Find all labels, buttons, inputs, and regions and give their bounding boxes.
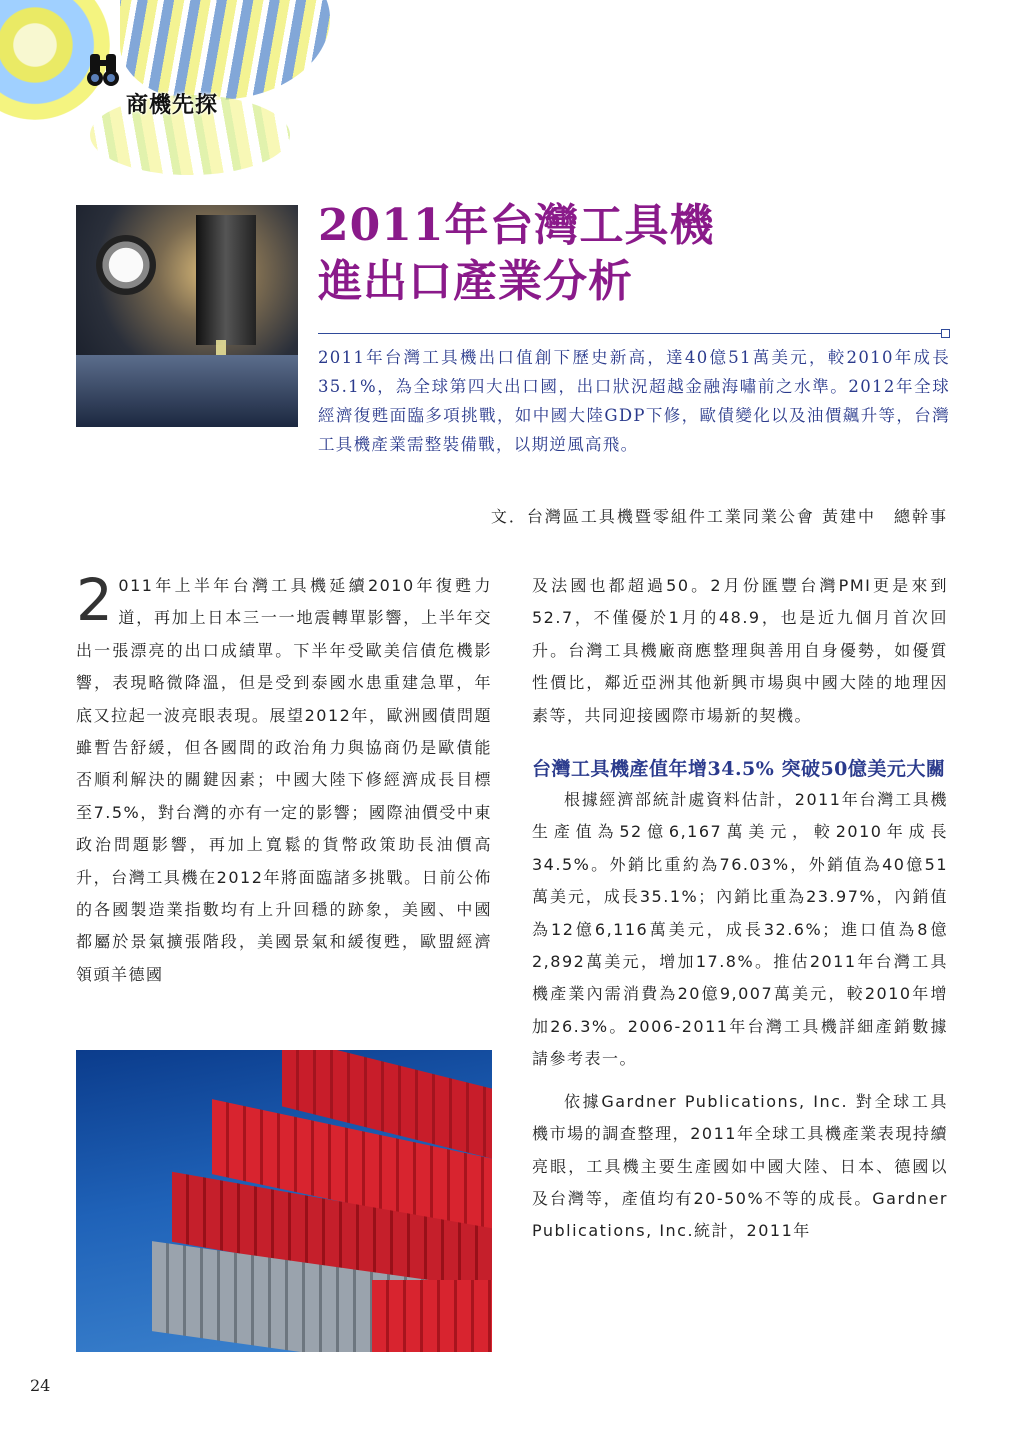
byline: 文．台灣區工具機暨零組件工業同業公會 黃建中 總幹事: [490, 507, 948, 526]
column-left: [76, 566, 492, 991]
body-paragraph: 根據經濟部統計處資料估計，2011年台灣工具機生產值為52億6,167萬美元，較2010年成長34.5%。外銷比重約為76.03%，外銷值為40億51萬美元，成長35.1%；內銷比重為23.97%，內銷值為12億6,116萬美元，成長32.6%；進口值為8億2,892萬美元，增加17.8%。推估2011年台灣工具機產業內需消費為20億9,007萬美元，較2010年增加26.3%。2006-2011年台灣工具機詳細產銷數據請參考表一。: [532, 790, 948, 1069]
title-divider: [318, 333, 942, 334]
section-subheading: 台灣工具機產值年增34.5% 突破50億美元大關: [532, 758, 946, 781]
shipping-containers-photo: [76, 1050, 492, 1352]
section-label: 商機先探: [126, 92, 219, 118]
microscope-photo: [76, 205, 298, 427]
header-banner: [0, 0, 330, 185]
body-paragraph: 及法國也都超過50。2月份匯豐台灣PMI更是來到52.7，不僅優於1月的48.9，也是近九個月首次回升。台灣工具機廠商應整理與善用自身優勢，如優質性價比，鄰近亞洲其他新興市場與中國大陸的地理因素等，共同迎接國際市場新的契機。: [532, 576, 948, 725]
article-title: [318, 198, 714, 310]
binoculars-icon: [84, 50, 124, 90]
page-number: 24: [30, 1376, 51, 1395]
paragraph-text: 011年上半年台灣工具機延續2010年復甦力道，再加上日本三一一地震轉單影響，上半年交出一張漂亮的出口成績單。下半年受歐美信債危機影響，表現略微降溫，但是受到泰國水患重建急單，年底又拉起一波亮眼表現。展望2012年，歐洲國債問題雖暫告舒緩，但各國間的政治角力與協商仍是歐債能否順利解決的關鍵因素；中國大陸下修經濟成長目標至7.5%，對台灣的亦有一定的影響；國際油價受中東政治問題影響，再加上寬鬆的貨幣政策助長油價高升，台灣工具機在2012年將面臨諸多挑戰。日前公佈的各國製造業指數均有上升回穩的跡象，美國、中國都屬於景氣擴張階段，美國景氣和緩復甦，歐盟經濟領頭羊德國: [76, 576, 492, 984]
gear-graphic: [120, 0, 330, 100]
title-line-2: 進出口產業分析: [318, 256, 633, 307]
body-paragraph: 依據Gardner Publications, Inc. 對全球工具機市場的調查整理，2011年全球工具機產業表現持續亮眼，工具機主要生產國如中國大陸、日本、德國以及台灣等，產值均有20-50%不等的成長。Gardner Publications, Inc.統計，2011年: [532, 1091, 948, 1241]
drop-cap: 2: [76, 566, 115, 634]
title-line-1: 2011年台灣工具機: [318, 200, 715, 251]
body-paragraph: [76, 566, 492, 991]
divider-end-marker: [941, 329, 950, 338]
lead-paragraph: 2011年台灣工具機出口值創下歷史新高，達40億51萬美元，較2010年成長35.1%，為全球第四大出口國，出口狀況超越金融海嘯前之水準。2012年全球經濟復甦面臨多項挑戰，如中國大陸GDP下修，歐債變化以及油價飆升等，台灣工具機產業需整裝備戰，以期逆風高飛。: [318, 348, 950, 454]
column-right: [532, 570, 948, 1248]
